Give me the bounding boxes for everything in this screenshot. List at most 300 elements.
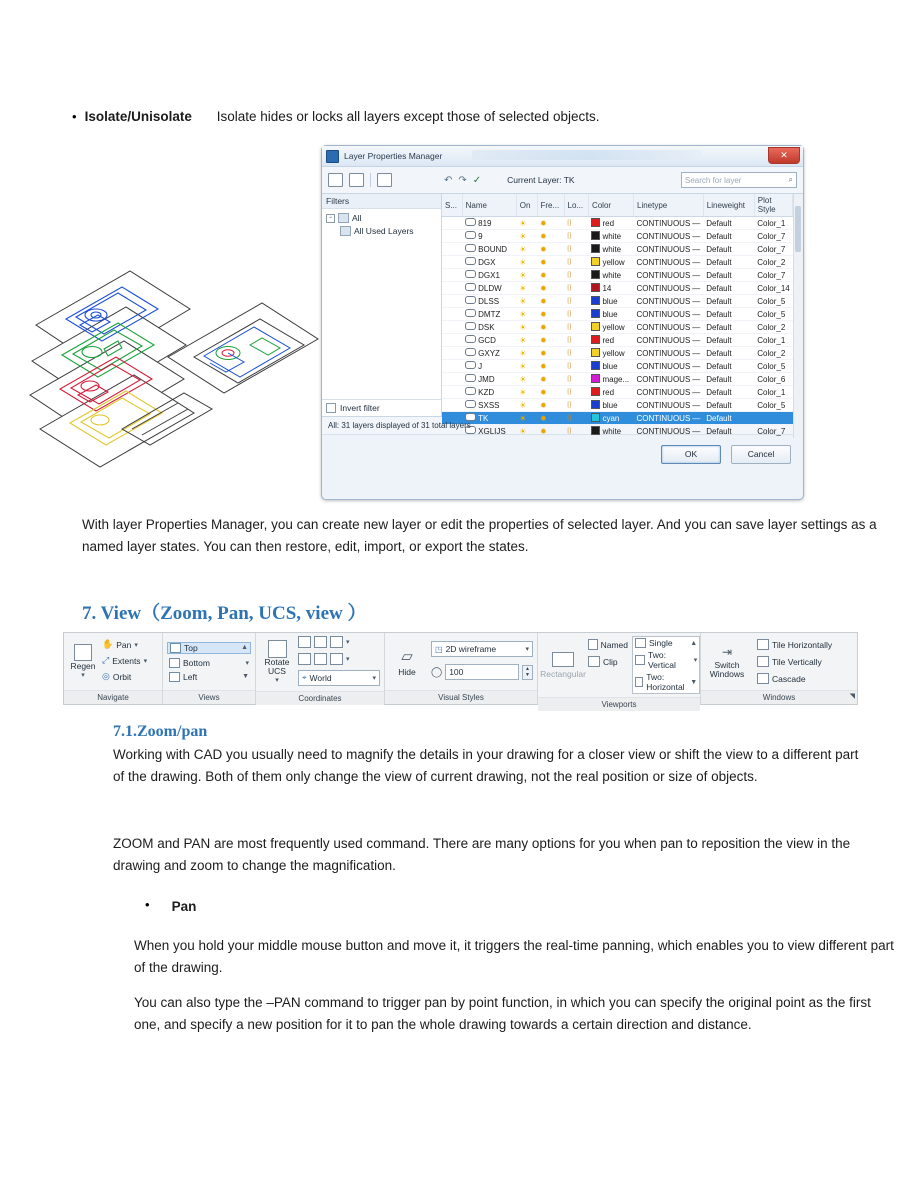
cell-on[interactable]: ☀ bbox=[516, 295, 537, 308]
two-horizontal-icon bbox=[635, 677, 643, 687]
cell-plotstyle[interactable]: Color_1 bbox=[754, 386, 792, 399]
chevron-down-icon[interactable]: ▾ bbox=[525, 646, 529, 653]
cell-freeze[interactable]: ✹ bbox=[537, 282, 564, 295]
ribbon-item-two-horizontal[interactable] bbox=[635, 672, 697, 692]
cell-linetype[interactable]: CONTINUOUS — bbox=[634, 269, 704, 282]
cell-linetype[interactable]: CONTINUOUS — bbox=[634, 412, 704, 425]
cell-lineweight[interactable]: Default bbox=[703, 217, 754, 230]
named-viewport-icon bbox=[588, 639, 598, 650]
ribbon-item-bottom[interactable] bbox=[167, 658, 251, 668]
bullet-dot-icon: • bbox=[72, 109, 77, 124]
cell-lineweight[interactable]: Default bbox=[703, 243, 754, 256]
cell-plotstyle[interactable]: Color_7 bbox=[754, 269, 792, 282]
orbit-label[interactable]: Orbit bbox=[112, 671, 132, 682]
layer-icon bbox=[326, 150, 339, 163]
cell-color[interactable]: yellow bbox=[588, 347, 633, 360]
cell-plotstyle[interactable]: Color_7 bbox=[754, 230, 792, 243]
cell-lineweight[interactable]: Default bbox=[703, 282, 754, 295]
layer-properties-manager-window[interactable] bbox=[321, 145, 804, 500]
ribbon-item-two-vertical[interactable] bbox=[635, 650, 697, 670]
cell-freeze[interactable]: ✹ bbox=[537, 243, 564, 256]
cell-lineweight[interactable]: Default bbox=[703, 386, 754, 399]
cell-color[interactable]: blue bbox=[588, 399, 633, 412]
cell-color[interactable]: yellow bbox=[588, 256, 633, 269]
col-lock[interactable]: Lo... bbox=[564, 194, 588, 217]
table-row[interactable] bbox=[442, 412, 793, 425]
view-top-icon bbox=[170, 643, 181, 653]
cell-linetype[interactable]: CONTINUOUS — bbox=[634, 217, 704, 230]
cell-plotstyle[interactable]: Color_2 bbox=[754, 321, 792, 334]
cell-name[interactable]: 9 bbox=[462, 230, 516, 243]
ribbon-panel-views bbox=[163, 633, 256, 704]
cell-lineweight[interactable]: Default bbox=[703, 373, 754, 386]
hide-label[interactable]: Hide bbox=[398, 666, 416, 677]
ribbon-item-tile-vertically[interactable] bbox=[757, 656, 853, 667]
cell-linetype[interactable]: CONTINUOUS — bbox=[634, 399, 704, 412]
ucs-icon-row-2[interactable] bbox=[298, 653, 380, 665]
two-vertical-label[interactable]: Two: Vertical bbox=[647, 650, 676, 670]
cell-lock[interactable]: ⌷ bbox=[564, 269, 588, 282]
delete-layer-icon[interactable] bbox=[377, 173, 392, 187]
tree-node-all-label: All bbox=[352, 213, 362, 223]
search-input[interactable] bbox=[681, 172, 797, 188]
two-horizontal-label[interactable]: Two: Horizontal bbox=[646, 672, 685, 692]
opacity-value[interactable]: 100 bbox=[445, 664, 519, 680]
layer-rows[interactable] bbox=[442, 217, 793, 438]
cell-lock[interactable]: ⌷ bbox=[564, 334, 588, 347]
paragraph-zoom-intro: Working with CAD you usually need to magnify the details in your drawing for a closer view or shift the view to a different part of the drawing. Both of them only change the view of current drawing, not the real position or size of objects. bbox=[113, 747, 859, 784]
dialog-footer bbox=[322, 434, 803, 473]
bullet-pan bbox=[145, 896, 196, 918]
cell-freeze[interactable]: ✹ bbox=[537, 256, 564, 269]
cell-lock[interactable]: ⌷ bbox=[564, 308, 588, 321]
cell-name[interactable]: DLDW bbox=[462, 282, 516, 295]
panel-caption-navigate: Navigate bbox=[64, 690, 162, 704]
cell-on[interactable]: ☀ bbox=[516, 425, 537, 438]
cell-lock[interactable]: ⌷ bbox=[564, 399, 588, 412]
cell-lineweight[interactable]: Default bbox=[703, 412, 754, 425]
cell-linetype[interactable]: CONTINUOUS — bbox=[634, 425, 704, 438]
cell-on[interactable]: ☀ bbox=[516, 217, 537, 230]
regen-icon[interactable] bbox=[74, 644, 92, 661]
table-header-row bbox=[442, 194, 793, 217]
switch-windows-icon[interactable]: ⇥ bbox=[721, 644, 733, 659]
cell-linetype[interactable]: CONTINUOUS — bbox=[634, 230, 704, 243]
bullet-isolate-unisolate bbox=[72, 108, 832, 126]
visual-style-dropdown[interactable] bbox=[431, 641, 533, 657]
cell-plotstyle[interactable]: Color_2 bbox=[754, 256, 792, 269]
cell-lineweight[interactable]: Default bbox=[703, 360, 754, 373]
cell-freeze[interactable]: ✹ bbox=[537, 412, 564, 425]
cell-on[interactable]: ☀ bbox=[516, 256, 537, 269]
pan-heading: Pan bbox=[171, 899, 197, 914]
view-left-icon bbox=[169, 672, 180, 682]
cell-name[interactable]: DGX1 bbox=[462, 269, 516, 282]
cancel-button[interactable]: Cancel bbox=[731, 445, 791, 464]
undo-icon[interactable]: ↶ bbox=[444, 174, 453, 186]
cell-name[interactable]: DMTZ bbox=[462, 308, 516, 321]
cell-lock[interactable]: ⌷ bbox=[564, 243, 588, 256]
ucs-x-rotate-icon[interactable] bbox=[298, 653, 311, 665]
cell-color[interactable]: 14 bbox=[588, 282, 633, 295]
cell-color[interactable]: yellow bbox=[588, 321, 633, 334]
cascade-icon bbox=[757, 673, 769, 684]
cell-lineweight[interactable]: Default bbox=[703, 425, 754, 438]
cell-color[interactable]: white bbox=[588, 243, 633, 256]
ribbon-item-single[interactable] bbox=[635, 638, 697, 648]
cell-lineweight[interactable]: Default bbox=[703, 295, 754, 308]
close-icon[interactable]: ✕ bbox=[768, 147, 800, 164]
cell-freeze[interactable]: ✹ bbox=[537, 373, 564, 386]
cell-freeze[interactable]: ✹ bbox=[537, 230, 564, 243]
expand-icon[interactable]: − bbox=[326, 214, 335, 223]
window-title-bar bbox=[322, 146, 803, 167]
layers-svg bbox=[18, 253, 318, 468]
chevron-down-icon[interactable]: ▾ bbox=[81, 672, 85, 679]
chevron-down-icon[interactable]: ▾ bbox=[346, 639, 350, 646]
rotate-ucs-label[interactable]: Rotate UCS bbox=[264, 657, 290, 676]
cell-on[interactable]: ☀ bbox=[516, 360, 537, 373]
cell-color[interactable]: white bbox=[588, 230, 633, 243]
cell-lineweight[interactable]: Default bbox=[703, 256, 754, 269]
cell-name[interactable]: DLSS bbox=[462, 295, 516, 308]
cell-status bbox=[442, 347, 462, 360]
ucs-icon-row-1[interactable] bbox=[298, 636, 380, 648]
extents-icon: ⤢ bbox=[102, 655, 110, 665]
dialog-launcher-icon[interactable]: ◥ bbox=[849, 693, 855, 700]
filters-pane bbox=[322, 194, 442, 416]
cell-plotstyle[interactable]: Color_5 bbox=[754, 399, 792, 412]
chevron-down-icon[interactable]: ▾ bbox=[346, 656, 350, 663]
cell-on[interactable]: ☀ bbox=[516, 334, 537, 347]
ucs-3point-icon[interactable] bbox=[330, 636, 343, 648]
cell-linetype[interactable]: CONTINUOUS — bbox=[634, 386, 704, 399]
layer-count-status: All: 31 layers displayed of 31 total layers bbox=[322, 416, 803, 434]
cell-name[interactable]: GXYZ bbox=[462, 347, 516, 360]
cell-linetype[interactable]: CONTINUOUS — bbox=[634, 295, 704, 308]
new-layer-icon[interactable] bbox=[328, 173, 343, 187]
tile-vertically-label[interactable]: Tile Vertically bbox=[772, 656, 822, 667]
col-freeze[interactable]: Fre... bbox=[537, 194, 564, 217]
cell-status bbox=[442, 282, 462, 295]
set-current-icon[interactable]: ✓ bbox=[472, 174, 482, 186]
cell-lock[interactable]: ⌷ bbox=[564, 347, 588, 360]
panel-caption-coordinates: Coordinates bbox=[256, 691, 384, 705]
ucs-origin-icon[interactable] bbox=[314, 636, 327, 648]
view-top-label[interactable]: Top bbox=[184, 642, 198, 653]
col-linetype[interactable]: Linetype bbox=[634, 194, 704, 217]
chevron-down-icon[interactable]: ▾ bbox=[134, 641, 138, 649]
dialog-toolbar[interactable] bbox=[322, 167, 803, 194]
ok-button[interactable]: OK bbox=[661, 445, 721, 464]
chevron-down-icon[interactable]: ▾ bbox=[693, 657, 698, 664]
cell-name[interactable]: J bbox=[462, 360, 516, 373]
filter-tree[interactable] bbox=[322, 209, 441, 399]
extents-label[interactable]: Extents bbox=[112, 655, 141, 666]
table-row[interactable] bbox=[442, 308, 793, 321]
table-row[interactable] bbox=[442, 243, 793, 256]
paragraph-zoom-pan-commands: ZOOM and PAN are most frequently used command. There are many options for you when pan to reposition the view in the drawing and zoom to change the magnification. bbox=[113, 836, 851, 873]
col-status[interactable]: S... bbox=[442, 194, 462, 217]
new-layer-vp-frozen-icon[interactable] bbox=[349, 173, 364, 187]
table-row[interactable] bbox=[442, 269, 793, 282]
grid-scrollbar[interactable] bbox=[793, 194, 803, 438]
cell-on[interactable]: ☀ bbox=[516, 269, 537, 282]
view-bottom-label[interactable]: Bottom bbox=[183, 657, 210, 668]
table-row[interactable] bbox=[442, 256, 793, 269]
table-row[interactable] bbox=[442, 334, 793, 347]
single-label[interactable]: Single bbox=[649, 638, 673, 648]
cell-name[interactable]: GCD bbox=[462, 334, 516, 347]
table-row[interactable] bbox=[442, 282, 793, 295]
cell-name[interactable]: BOUND bbox=[462, 243, 516, 256]
named-label[interactable]: Named bbox=[600, 639, 628, 650]
cell-freeze[interactable]: ✹ bbox=[537, 347, 564, 360]
cascade-label[interactable]: Cascade bbox=[772, 673, 806, 684]
cell-plotstyle[interactable]: Color_1 bbox=[754, 334, 792, 347]
ribbon-item-cascade[interactable] bbox=[757, 673, 853, 684]
cell-freeze[interactable]: ✹ bbox=[537, 269, 564, 282]
folder-icon bbox=[338, 213, 349, 223]
circle-icon: ◯ bbox=[431, 666, 443, 678]
ribbon-item-extents[interactable] bbox=[102, 655, 158, 666]
cell-lineweight[interactable]: Default bbox=[703, 321, 754, 334]
cell-color[interactable]: blue bbox=[588, 308, 633, 321]
cell-name[interactable]: TK bbox=[462, 412, 516, 425]
cell-on[interactable]: ☀ bbox=[516, 373, 537, 386]
cell-linetype[interactable]: CONTINUOUS — bbox=[634, 334, 704, 347]
chevron-down-icon[interactable]: ▾ bbox=[372, 675, 376, 682]
clip-icon bbox=[588, 656, 600, 667]
cell-lock[interactable]: ⌷ bbox=[564, 217, 588, 230]
cell-lock[interactable]: ⌷ bbox=[564, 412, 588, 425]
col-lineweight[interactable]: Lineweight bbox=[703, 194, 754, 217]
scroll-down-icon[interactable]: ▼ bbox=[690, 678, 698, 686]
cell-on[interactable]: ☀ bbox=[516, 412, 537, 425]
cell-freeze[interactable]: ✹ bbox=[537, 321, 564, 334]
chevron-down-icon[interactable]: ▾ bbox=[245, 659, 249, 667]
col-color[interactable]: Color bbox=[588, 194, 633, 217]
cell-plotstyle[interactable]: Color_7 bbox=[754, 425, 792, 438]
scroll-up-icon[interactable]: ▲ bbox=[690, 639, 698, 647]
cell-color[interactable]: blue bbox=[588, 295, 633, 308]
clip-label[interactable]: Clip bbox=[603, 656, 618, 667]
cell-on[interactable]: ☀ bbox=[516, 321, 537, 334]
tile-horizontally-label[interactable]: Tile Horizontally bbox=[772, 639, 833, 650]
cell-status bbox=[442, 399, 462, 412]
table-row[interactable] bbox=[442, 386, 793, 399]
cell-freeze[interactable]: ✹ bbox=[537, 217, 564, 230]
cell-lock[interactable]: ⌷ bbox=[564, 295, 588, 308]
tree-node-all-used-layers-label: All Used Layers bbox=[354, 226, 414, 236]
cell-on[interactable]: ☀ bbox=[516, 399, 537, 412]
chevron-down-icon[interactable]: ▾ bbox=[143, 657, 148, 665]
tree-node-all[interactable] bbox=[326, 213, 437, 223]
cell-plotstyle[interactable]: Color_5 bbox=[754, 308, 792, 321]
cell-freeze[interactable]: ✹ bbox=[537, 295, 564, 308]
cell-lineweight[interactable]: Default bbox=[703, 347, 754, 360]
visual-style-box-icon[interactable]: ▱ bbox=[401, 647, 413, 665]
cell-status bbox=[442, 230, 462, 243]
ucs-z-axis-icon[interactable] bbox=[298, 636, 311, 648]
cell-plotstyle[interactable]: Color_1 bbox=[754, 217, 792, 230]
invert-filter-row[interactable] bbox=[322, 399, 441, 416]
two-vertical-icon bbox=[635, 655, 645, 665]
section-71-heading: 7.1.Zoom/pan bbox=[113, 723, 208, 740]
cell-linetype[interactable]: CONTINUOUS — bbox=[634, 373, 704, 386]
cell-name[interactable]: 819 bbox=[462, 217, 516, 230]
cell-color[interactable]: white bbox=[588, 269, 633, 282]
ribbon-item-named[interactable] bbox=[588, 639, 628, 650]
cell-name[interactable]: DGX bbox=[462, 256, 516, 269]
cell-color[interactable]: red bbox=[588, 386, 633, 399]
table-row[interactable] bbox=[442, 360, 793, 373]
cell-lineweight[interactable]: Default bbox=[703, 399, 754, 412]
cell-plotstyle[interactable]: Color_2 bbox=[754, 347, 792, 360]
cell-linetype[interactable]: CONTINUOUS — bbox=[634, 308, 704, 321]
regen-label[interactable]: Regen bbox=[70, 661, 96, 671]
cell-linetype[interactable]: CONTINUOUS — bbox=[634, 282, 704, 295]
cell-freeze[interactable]: ✹ bbox=[537, 334, 564, 347]
layer-grid[interactable] bbox=[442, 194, 803, 436]
cell-plotstyle[interactable]: Color_5 bbox=[754, 295, 792, 308]
col-plotstyle[interactable]: Plot Style bbox=[754, 194, 792, 217]
visual-style-opacity-row[interactable] bbox=[431, 664, 533, 680]
ribbon-panel-coordinates bbox=[256, 633, 385, 704]
cell-color[interactable]: blue bbox=[588, 360, 633, 373]
cell-plotstyle[interactable]: Color_6 bbox=[754, 373, 792, 386]
paragraph-layer-properties: With layer Properties Manager, you can create new layer or edit the properties of selected layer. And you can save layer settings as a named layer states. You can then restore, edit, import, or export the states. bbox=[82, 517, 877, 554]
rectangular-viewport-icon[interactable] bbox=[552, 652, 574, 667]
ribbon-item-top[interactable] bbox=[167, 642, 251, 654]
col-name[interactable]: Name bbox=[462, 194, 516, 217]
cell-name[interactable]: SXSS bbox=[462, 399, 516, 412]
ucs-z-rotate-icon[interactable] bbox=[330, 653, 343, 665]
cell-freeze[interactable]: ✹ bbox=[537, 360, 564, 373]
cell-plotstyle[interactable]: Color_14 bbox=[754, 282, 792, 295]
cell-name[interactable]: DSK bbox=[462, 321, 516, 334]
cell-linetype[interactable]: CONTINUOUS — bbox=[634, 360, 704, 373]
chevron-down-icon[interactable]: ▾ bbox=[275, 677, 279, 684]
ribbon-item-pan[interactable] bbox=[102, 639, 158, 650]
redo-icon[interactable]: ↷ bbox=[458, 174, 467, 186]
col-on[interactable]: On bbox=[516, 194, 537, 217]
cell-plotstyle[interactable]: Color_5 bbox=[754, 360, 792, 373]
ucs-world-dropdown[interactable] bbox=[298, 670, 380, 686]
visual-style-value[interactable]: 2D wireframe bbox=[445, 644, 497, 654]
cell-lock[interactable]: ⌷ bbox=[564, 386, 588, 399]
cell-linetype[interactable]: CONTINUOUS — bbox=[634, 321, 704, 334]
panel-caption-viewports: Viewports bbox=[538, 697, 700, 711]
cell-lineweight[interactable]: Default bbox=[703, 334, 754, 347]
search-icon: ⌕ bbox=[788, 175, 793, 184]
table-row[interactable] bbox=[442, 217, 793, 230]
cell-lineweight[interactable]: Default bbox=[703, 269, 754, 282]
cell-lineweight[interactable]: Default bbox=[703, 230, 754, 243]
cell-color[interactable]: mage... bbox=[588, 373, 633, 386]
cell-color[interactable]: white bbox=[588, 425, 633, 438]
single-viewport-icon bbox=[635, 638, 646, 648]
cell-lock[interactable]: ⌷ bbox=[564, 230, 588, 243]
switch-windows-label[interactable]: Switch Windows bbox=[709, 659, 745, 679]
cell-status bbox=[442, 295, 462, 308]
cell-on[interactable]: ☀ bbox=[516, 386, 537, 399]
title-bar-blur bbox=[472, 150, 702, 160]
cell-plotstyle[interactable] bbox=[754, 412, 792, 425]
scroll-down-icon[interactable]: ▼ bbox=[242, 673, 249, 680]
cell-lock[interactable]: ⌷ bbox=[564, 321, 588, 334]
cell-lock[interactable]: ⌷ bbox=[564, 360, 588, 373]
cell-lock[interactable]: ⌷ bbox=[564, 282, 588, 295]
cell-freeze[interactable]: ✹ bbox=[537, 308, 564, 321]
cell-status bbox=[442, 373, 462, 386]
cell-color[interactable]: cyan bbox=[588, 412, 633, 425]
cell-name[interactable]: JMD bbox=[462, 373, 516, 386]
cell-lock[interactable]: ⌷ bbox=[564, 425, 588, 438]
cell-color[interactable]: red bbox=[588, 334, 633, 347]
cell-lock[interactable]: ⌷ bbox=[564, 256, 588, 269]
cell-lock[interactable]: ⌷ bbox=[564, 373, 588, 386]
table-row[interactable] bbox=[442, 321, 793, 334]
table-row[interactable] bbox=[442, 425, 793, 438]
panel-caption-windows-text: Windows bbox=[762, 693, 796, 702]
cell-color[interactable]: red bbox=[588, 217, 633, 230]
tile-vertically-icon bbox=[757, 656, 769, 667]
cell-on[interactable]: ☀ bbox=[516, 243, 537, 256]
ribbon-item-orbit[interactable] bbox=[102, 671, 158, 682]
table-row[interactable] bbox=[442, 347, 793, 360]
table-row[interactable] bbox=[442, 373, 793, 386]
isolate-label: Isolate/Unisolate bbox=[84, 109, 192, 124]
cell-freeze[interactable]: ✹ bbox=[537, 425, 564, 438]
cell-linetype[interactable]: CONTINUOUS — bbox=[634, 256, 704, 269]
filters-header: Filters bbox=[322, 194, 441, 209]
pan-label[interactable]: Pan bbox=[116, 639, 132, 650]
world-label[interactable]: World bbox=[309, 673, 332, 683]
cell-name[interactable]: XGLIJS bbox=[462, 425, 516, 438]
ribbon-item-tile-horizontally[interactable] bbox=[757, 639, 853, 650]
cell-lineweight[interactable]: Default bbox=[703, 308, 754, 321]
tree-node-all-used-layers[interactable] bbox=[340, 226, 437, 236]
cell-on[interactable]: ☀ bbox=[516, 230, 537, 243]
ribbon-item-clip[interactable] bbox=[588, 656, 628, 667]
cell-linetype[interactable]: CONTINUOUS — bbox=[634, 347, 704, 360]
view-left-label[interactable]: Left bbox=[183, 671, 198, 682]
rotate-ucs-icon[interactable] bbox=[268, 640, 287, 658]
view-ribbon[interactable] bbox=[63, 632, 858, 709]
cell-plotstyle[interactable]: Color_7 bbox=[754, 243, 792, 256]
ribbon-panel-viewports bbox=[538, 633, 701, 709]
cell-linetype[interactable]: CONTINUOUS — bbox=[634, 243, 704, 256]
cell-freeze[interactable]: ✹ bbox=[537, 386, 564, 399]
cell-on[interactable]: ☀ bbox=[516, 282, 537, 295]
layer-table[interactable] bbox=[442, 194, 793, 438]
cell-on[interactable]: ☀ bbox=[516, 347, 537, 360]
invert-filter-checkbox[interactable] bbox=[326, 403, 336, 413]
table-row[interactable] bbox=[442, 399, 793, 412]
ribbon-item-left[interactable] bbox=[167, 672, 251, 682]
cell-name[interactable]: KZD bbox=[462, 386, 516, 399]
table-row[interactable] bbox=[442, 230, 793, 243]
cell-status bbox=[442, 308, 462, 321]
table-row[interactable] bbox=[442, 295, 793, 308]
wireframe-icon: ◳ bbox=[435, 644, 443, 654]
opacity-stepper[interactable]: ▲ ▼ bbox=[522, 665, 533, 680]
cell-freeze[interactable]: ✹ bbox=[537, 399, 564, 412]
cell-on[interactable]: ☀ bbox=[516, 308, 537, 321]
ucs-y-rotate-icon[interactable] bbox=[314, 653, 327, 665]
scroll-up-icon[interactable]: ▲ bbox=[241, 644, 248, 651]
